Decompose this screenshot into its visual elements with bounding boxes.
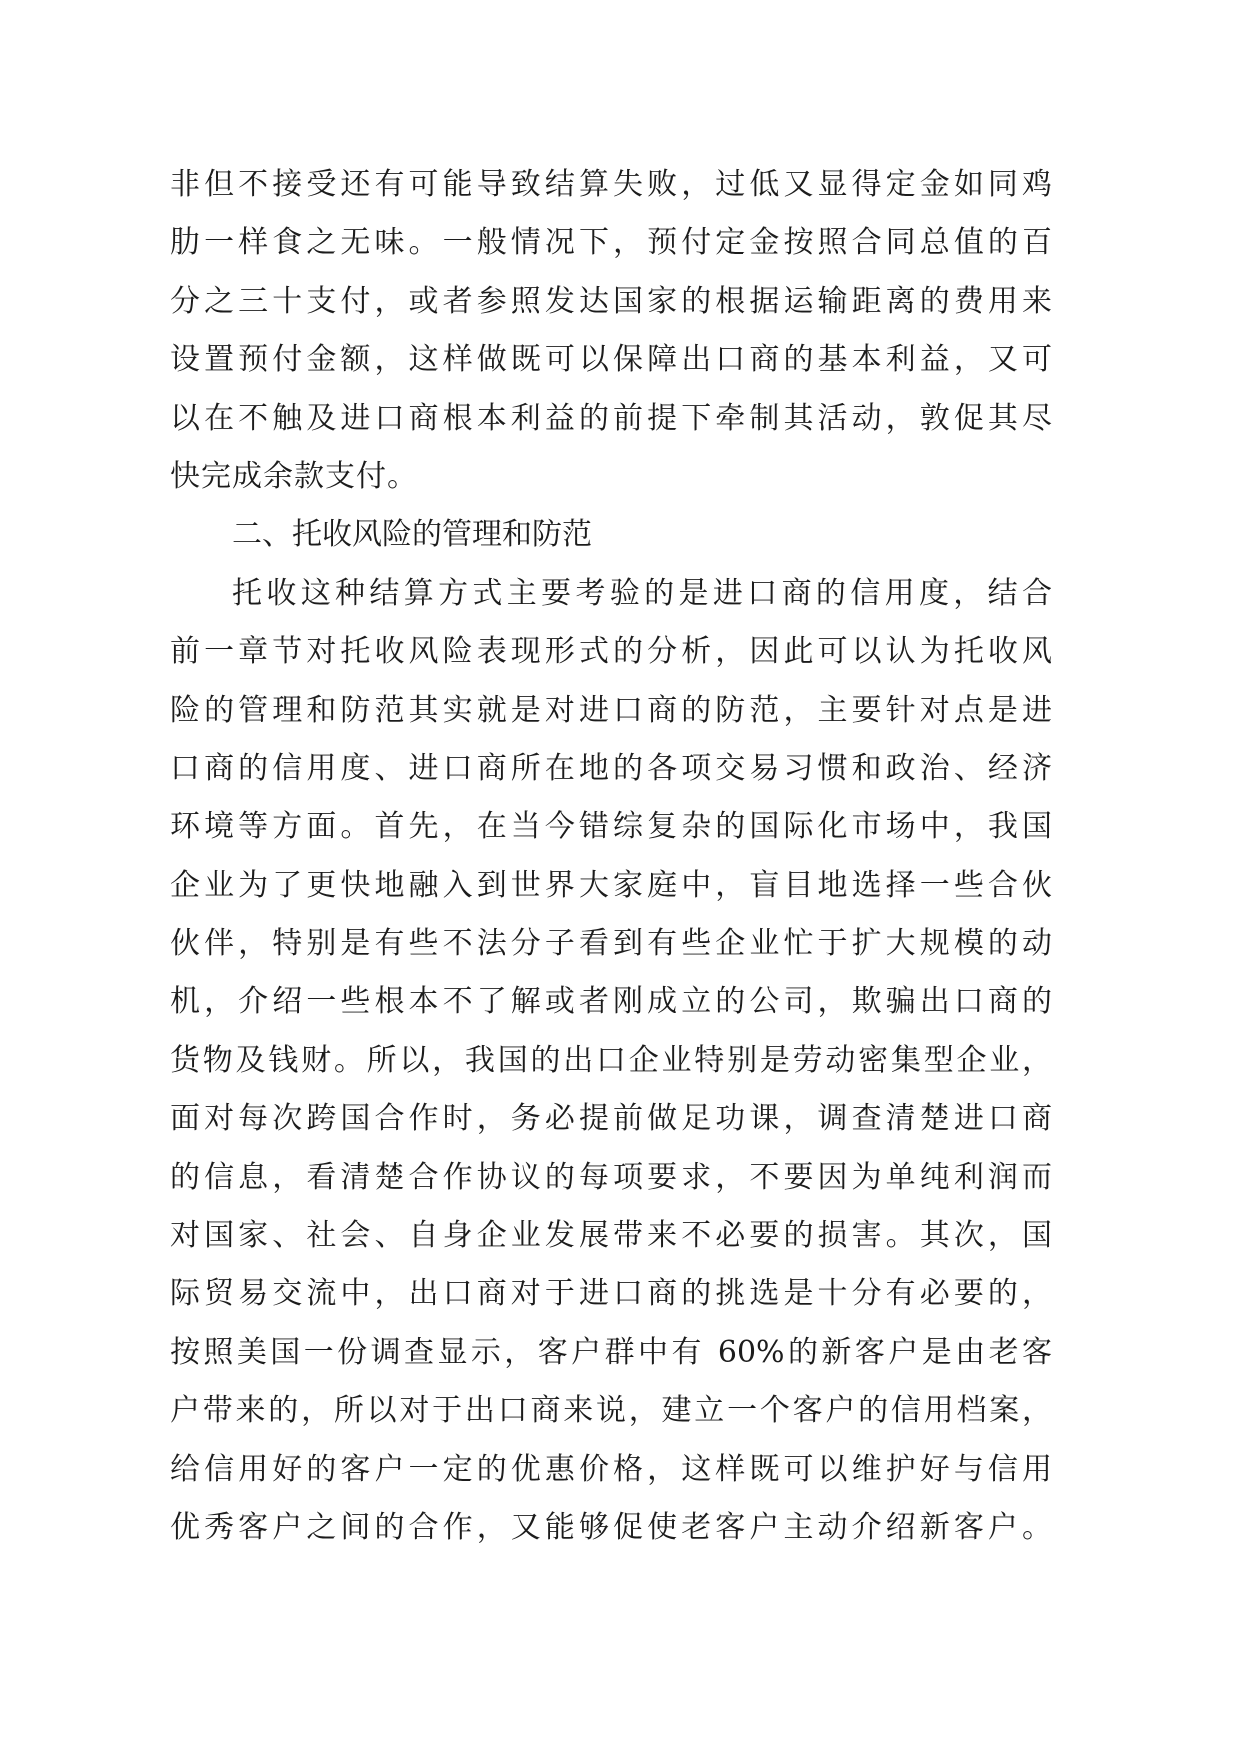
paragraph-line: 优秀客户之间的合作，又能够促使老客户主动介绍新客户。 — [170, 1509, 1052, 1545]
paragraph-line: 按照美国一份调查显示，客户群中有 60%的新客户是由老客 — [170, 1334, 1052, 1370]
paragraph-line: 口商的信用度、进口商所在地的各项交易习惯和政治、经济 — [170, 750, 1052, 786]
paragraph-line: 环境等方面。首先，在当今错综复杂的国际化市场中，我国 — [170, 809, 1052, 845]
paragraph-line: 以在不触及进口商根本利益的前提下牵制其活动，敦促其尽 — [170, 400, 1052, 436]
paragraph-line: 对国家、社会、自身企业发展带来不必要的损害。其次，国 — [170, 1218, 1052, 1254]
section-paragraph — [170, 565, 1052, 1558]
paragraph-line: 货物及钱财。所以，我国的出口企业特别是劳动密集型企业， — [170, 1042, 1052, 1078]
paragraph-line: 设置预付金额，这样做既可以保障出口商的基本利益，又可 — [170, 342, 1052, 378]
continuation-paragraph — [170, 156, 1052, 506]
paragraph-line: 托收这种结算方式主要考验的是进口商的信用度，结合 — [232, 575, 1052, 611]
paragraph-line: 际贸易交流中，出口商对于进口商的挑选是十分有必要的， — [170, 1276, 1052, 1312]
paragraph-line: 快完成余款支付。 — [170, 458, 418, 494]
paragraph-line: 非但不接受还有可能导致结算失败，过低又显得定金如同鸡 — [170, 167, 1052, 202]
paragraph-line: 险的管理和防范其实就是对进口商的防范，主要针对点是进 — [170, 692, 1052, 728]
paragraph-line: 伙伴，特别是有些不法分子看到有些企业忙于扩大规模的动 — [170, 926, 1052, 962]
paragraph-line: 分之三十支付，或者参照发达国家的根据运输距离的费用来 — [170, 283, 1052, 319]
paragraph-line: 的信息，看清楚合作协议的每项要求，不要因为单纯利润而 — [170, 1159, 1052, 1195]
paragraph-line: 机，介绍一些根本不了解或者刚成立的公司，欺骗出口商的 — [170, 984, 1052, 1020]
paragraph-line: 肋一样食之无味。一般情况下，预付定金按照合同总值的百 — [170, 225, 1052, 261]
document-body — [170, 156, 1052, 1557]
paragraph-line: 面对每次跨国合作时，务必提前做足功课，调查清楚进口商 — [170, 1101, 1052, 1137]
paragraph-line: 企业为了更快地融入到世界大家庭中，盲目地选择一些合伙 — [170, 867, 1052, 903]
section-heading: 二、托收风险的管理和防范 — [232, 517, 592, 553]
paragraph-line: 前一章节对托收风险表现形式的分析，因此可以认为托收风 — [170, 634, 1052, 670]
paragraph-line: 给信用好的客户一定的优惠价格，这样既可以维护好与信用 — [170, 1451, 1052, 1487]
paragraph-line: 户带来的，所以对于出口商来说，建立一个客户的信用档案， — [170, 1393, 1052, 1429]
